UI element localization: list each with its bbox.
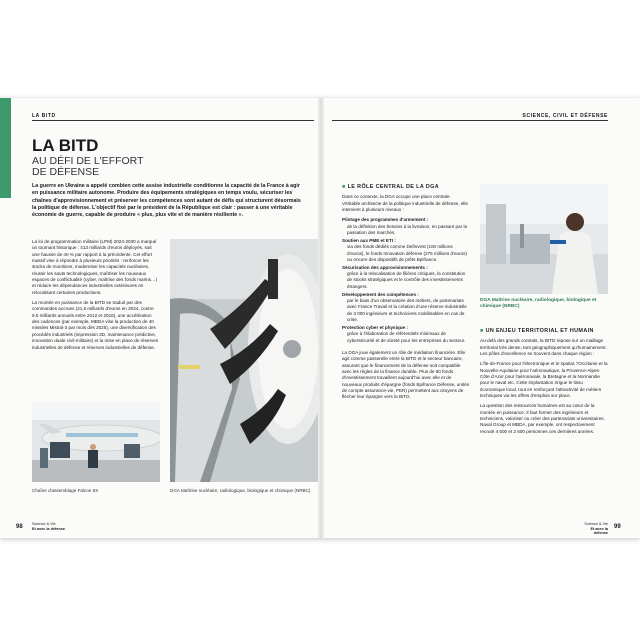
lab-photo [480,184,608,294]
territorial-heading-text: UN ENJEU TERRITORIAL ET HUMAIN [485,328,594,334]
dga-heading-text: LE RÔLE CENTRAL DE LA DGA [347,184,440,190]
article-subtitle-line-1: AU DÉFI DE L'EFFORT [32,155,144,167]
section-color-tab [0,98,11,198]
lead-paragraph: La guerre en Ukraine a appelé combien cette assise industrielle conditionne la capacité de la France à agir en puissance militaire autonome. Produire des équipements stratégiques en temps voulu, sécuriser les chaînes d'approvisionnement et préserver les compétences sont autant de défis qui structurent désormais la politique de défense. L'objectif fixé par le président de la République est clair : passer à une véritable économie de guerre, capable de produire « plus, plus vite et de manière résiliente ». [32,183,301,219]
dga-intro: Dans ce contexte, la DGA occupe une place centrale. Véritable architecte de la politique industrielle de défense, elle intervient à plusieurs niveaux : [342,194,468,213]
protective-suit-image [170,239,318,482]
dga-text-column [342,184,470,405]
list-item: Protection cyber et physique : grâce à l'élaboration de référentiels minimaux de cybersécurité et de sûreté pour les entreprises du secteur. [342,324,466,343]
falcon-assembly-photo [32,402,160,482]
left-text-column [32,239,160,355]
body-paragraph: L'Île-de-France pour l'électronique et le spatial, l'Occitanie et la Nouvelle-Aquitaine pour l'aéronautique, la Provence-Alpes-Côte d'Azur pour l'aéronavale, la Bretagne et la Normandie pour le naval etc. Cette implantation irrigue le tissu économique local, tout en renforçant l'attractivité de métiers techniques via les offres d'emplois sur place. [480,361,608,399]
page-number-left: 98 [16,524,23,530]
header-rule-right [332,120,608,121]
magazine-footer-left: Science & Vie Et avec la défense [32,522,65,531]
dga-roles-list [342,217,470,344]
running-head-right: SCIENCE, CIVIL ET DÉFENSE [522,113,608,119]
aircraft-assembly-image [32,402,160,482]
list-item: Sécurisation des approvisionnements : grâce à la relocalisation de filières critiques, la constitution de stocks stratégiques et le contrôle des investissements étrangers. [342,264,466,289]
dga-closing-paragraph: La DGA joue également un rôle de médiation financière. Elle agit comme passerelle entre la BITD et le secteur bancaire, assurant que le financement de la défense soit compatible avec les règles de la finance durable. Plus de 50 fonds d'investissement travaillent aujourd'hui avec elle et de nouveaux produits d'épargne (fonds Bpifrance Défense, unités de compte assurance-vie, PER) permettent aux citoyens de flécher leur épargne vers la BITD. [342,349,470,400]
laboratory-image [480,184,608,294]
territorial-text-column [480,328,608,439]
page-gutter [318,98,324,538]
square-bullet-icon: ■ [342,184,346,190]
list-item: Développement des compétences : par le biais d'un observatoire des métiers, de partenariats avec France Travail et la création d'une réserve industrielle de 3 000 ingénieurs et techniciens mobilisables en cas de crise. [342,291,467,323]
falcon-photo-caption: Chaîne d'assemblage Falcon 6X [32,488,99,493]
running-head-left: LA BITD [32,113,56,119]
header-rule-left [32,120,314,121]
magazine-footer-right: Science & Vie Et avec la défense [584,522,608,536]
square-bullet-icon: ■ [480,328,484,334]
article-title: LA BITD [32,136,99,155]
magazine-spread [0,98,640,538]
territorial-section-heading [480,328,608,334]
body-paragraph: Au-delà des grands contrats, la BITD repose sur un maillage territorial très dense, tant géographiquement qu'humainement. Les pôles d'excellence se trouvent dans chaque région : [480,338,607,357]
nrbc-main-photo [170,239,318,482]
body-paragraph: La montée en puissance de la BITD se traduit par des commandes accrues (21,6 milliards d'euros en 2024, contre 9,5 milliards annuels entre 2012 et 2016), une accélération des cadences (par exemple, MBDA vise la production de 40 missiles Mistral-3 par mois dès 2025), une diversification des procédés industriels (impression 3D, maintenance prédictive, innovation duale civil-militaire) et la mise en place de réserves industrielles de défense et réserves industrielles de défense. [32,300,159,350]
body-paragraph: La loi de programmation militaire (LPM) 2024-2030 a marqué un tournant historique : 413 milliards d'euros déployés, soit une hausse de 40 % par rapport à la précédente. Cet effort massif vise à répondre à plusieurs priorités : renforcer les stocks de munitions, moderniser les capacités nucléaires, réussir les sauts technologiques, maîtriser les nouveaux espaces de conflictualité (cyber, maîtrise des fonds marins…) et réduire les dépendances industrielles extérieures en relocalisant certaines productions. [32,239,158,295]
body-paragraph: La question des ressources humaines est au cœur de la montée en puissance. Il faut former des ingénieurs et techniciens, valoriser ou créer des partenariats universitaires. Naval Group et MBDA, par exemple, ont respectivement recruté 4 500 et 2 600 personnes ces dernières années. [480,403,605,434]
list-item: Pilotage des programmes d'armement : de la définition des besoins à la livraison, en passant par la passation des marchés. [342,217,468,236]
page-number-right: 99 [614,524,621,530]
nrbc-right-caption: DGA Maîtrise nucléaire, radiologique, biologique et chimique (NRBC) [480,298,597,309]
dga-section-heading [342,184,470,190]
article-subtitle-line-2: DE DÉFENSE [32,166,100,178]
nrbc-left-caption: DGA Maîtrise nucléaire, radiologique, biologique et chimique (NRBC) [170,488,311,493]
list-item: Soutien aux PME et ETI : via des fonds dédiés comme Definvest (100 millions d'euros), le fonds Innovation défense (275 millions d'euros) ou encore des dispositifs de prêts Bpifrance. [342,237,467,262]
